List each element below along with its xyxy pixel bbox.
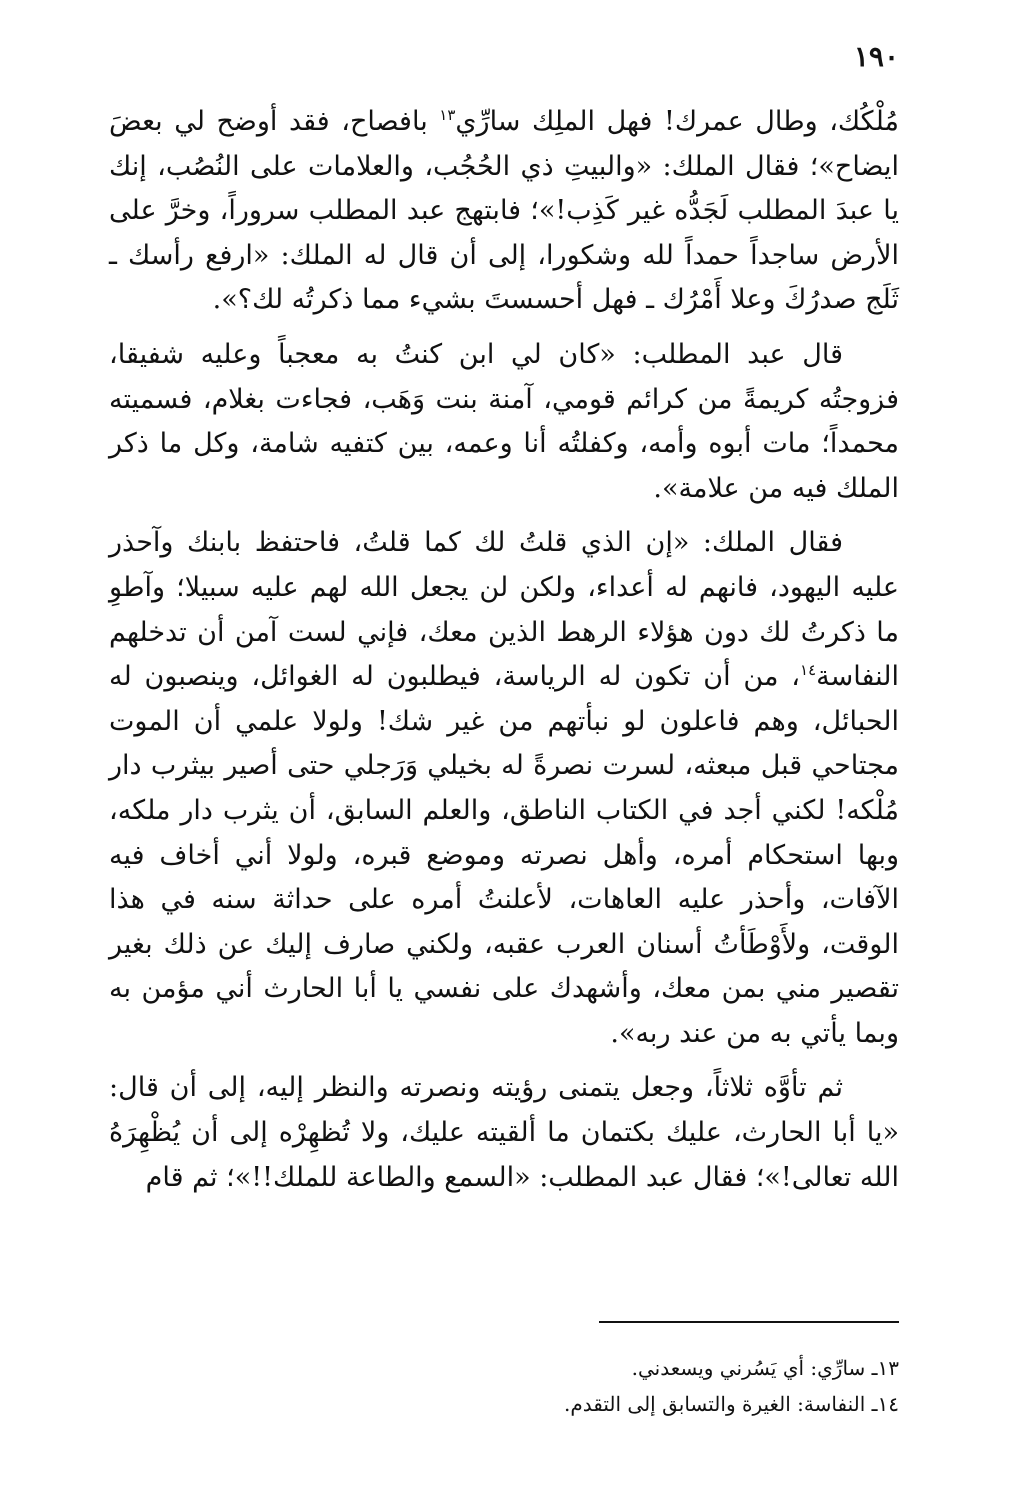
paragraph-1 — [109, 100, 899, 323]
paragraph-3-text: فقال الملك: «إن الذي قلتُ لك كما قلتُ، فاحتفظ بابنك وآحذر عليه اليهود، فانهم له أعداء، ولكن لن يجعل الله لهم عليه سبيلا؛ وآطوِ ما ذكرتُ لك دون هؤلاء الرهط الذين معك، فإني لست آمن أن تدخلهم النفاسة — [109, 527, 899, 693]
footnote-14: ١٤ـ النفاسة: الغيرة والتسابق إلى التقدم. — [564, 1392, 899, 1416]
footnotes — [109, 1350, 899, 1422]
page-number: ١٩٠ — [853, 40, 899, 73]
footnote-divider — [599, 1321, 899, 1323]
paragraph-4 — [109, 1066, 899, 1200]
paragraph-1-text-after: بافصاح، فقد أوضح لي بعضَ ايضاح»؛ فقال الملك: «والبيتِ ذي الحُجُب، والعلامات على النُصُب، إنك يا عبدَ المطلب لَجَدُّه غير كَذِب!»؛ فابتهج عبد المطلب سروراً، وخرَّ على الأرض ساجداً حمداً لله وشكورا، إلى أن قال له الملك: «ارفع رأسك ـ ثَلَج صدرُكَ وعلا أَمْرُك ـ فهل أحسستَ بشيء مما ذكرتُه لك؟». — [109, 106, 899, 316]
paragraph-2 — [109, 333, 899, 511]
body-text — [109, 100, 899, 1210]
paragraph-1-text: مُلْكُك، وطال عمرك! فهل الملِك سارِّي — [455, 106, 899, 137]
paragraph-4-text: ثم تأوَّه ثلاثاً، وجعل يتمنى رؤيته ونصرته والنظر إليه، إلى أن قال: «يا أبا الحارث، عليك بكتمان ما ألقيته عليك، ولا تُظهِرْه إلى أن يُظْهِرَهُ الله تعالى!»؛ فقال عبد المطلب: «السمع والطاعة للملك!!»؛ ثم قام — [109, 1072, 899, 1193]
paragraph-3-text-after: ، من أن تكون له الرياسة، فيطلبون له الغوائل، وينصبون له الحبائل، وهم فاعلون لو نبأتهم من غير شك! ولولا علمي أن الموت مجتاحي قبل مبعثه، لسرت نصرةً له بخيلي وَرَجلي حتى أصير بيثرب دار مُلْكه! لكني أجد في الكتاب الناطق، والعلم السابق، أن يثرب دار ملكه، وبها استحكام أمره، وأهل نصرته وموضع قبره، ولولا أني أخاف فيه الآفات، وأحذر عليه العاهات، لأعلنتُ أمره على حداثة سنه في هذا الوقت، ولأَوْطَأتُ أسنان العرب عقبه، ولكني صارف إليك عن ذلك بغير تقصير مني بمن معك، وأشهدك على نفسي يا أبا الحارث أني مؤمن به وبما يأتي به من عند ربه». — [109, 661, 899, 1049]
footnote-13: ١٣ـ سارِّي: أي يَسُرني ويسعدني. — [631, 1356, 899, 1380]
paragraph-2-text: قال عبد المطلب: «كان لي ابن كنتُ به معجباً وعليه شفيقا، فزوجتُه كريمةً من كرائم قومي، آمنة بنت وَهَب، فجاءت بغلام، فسميته محمداً؛ مات أبوه وأمه، وكفلتُه أنا وعمه، بين كتفيه شامة، وكل ما ذكر الملك فيه من علامة». — [109, 338, 899, 504]
paragraph-3 — [109, 521, 899, 1056]
footnote-ref-14: ١٤ — [800, 661, 817, 680]
footnote-ref-13: ١٣ — [439, 106, 456, 124]
